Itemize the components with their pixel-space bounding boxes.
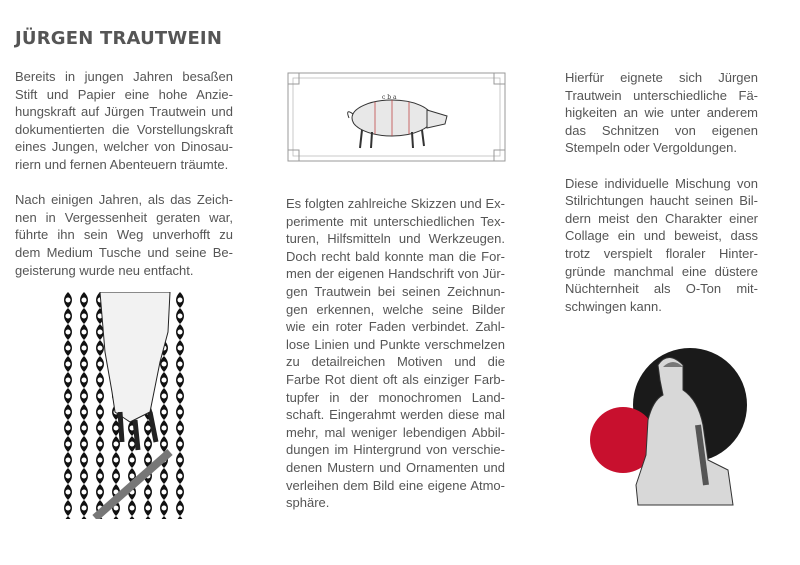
paragraph-gap <box>15 174 233 192</box>
text-line: Nüchternheit als O-Ton mit- <box>565 281 758 297</box>
text-line: Stempeln oder Vergoldungen. <box>565 140 738 156</box>
text-line: das Schnitzen von eigenen <box>565 122 758 138</box>
page-title: JÜRGEN TRAUTWEIN <box>15 28 223 49</box>
text-line: higkeiten an wie unter anderem <box>565 105 758 121</box>
paragraph <box>15 191 233 279</box>
paragraph <box>286 195 505 512</box>
text-column-1 <box>15 68 233 279</box>
text-line: lose Linien und Punkte verschmelzen <box>286 336 505 352</box>
text-line: Stift und Papier eine hohe Anzie- <box>15 86 233 102</box>
text-line: gen Trautwein bei seinen Zeichnun- <box>286 283 505 299</box>
pig-illustration <box>287 72 506 162</box>
text-line: gründe manchmal eine düstere <box>565 263 758 279</box>
text-line: trotz verspielt floraler Hinter- <box>565 245 758 261</box>
text-line: mehr, mal weniger lebendigen Abbil- <box>286 424 505 440</box>
text-line: Doch recht bald konnte man die For- <box>286 248 505 264</box>
text-line: hungskraft auf Jürgen Trautwein und <box>15 104 233 120</box>
text-line: Diese individuelle Mischung von <box>565 175 758 191</box>
text-column-2 <box>286 195 505 512</box>
paragraph <box>565 69 758 157</box>
text-line: wie ein roter Faden verbindet. Zahl- <box>286 319 505 335</box>
text-line: Farbe Rot dient oft als einziger Farb- <box>286 371 505 387</box>
text-line: zu detailreichen Motiven und die <box>286 354 505 370</box>
statue-circles-illustration <box>588 345 753 510</box>
text-line: riern und fernen Abenteuern träumte. <box>15 156 229 172</box>
text-line: geisterung wurde neu entfacht. <box>15 262 194 278</box>
text-line: men der eigenen Handschrift von Jür- <box>286 266 505 282</box>
paragraph-gap <box>565 157 758 175</box>
text-line: schaft. Eingerahmt werden diese mal <box>286 407 505 423</box>
hand-pattern-illustration <box>60 292 188 519</box>
text-line: Trautwein unterschiedliche Fä- <box>565 87 758 103</box>
text-line: perimente mit unterschiedlichen Tex- <box>286 213 505 229</box>
text-line: Stilrichtungen haucht seinen Bil- <box>565 193 758 209</box>
paragraph <box>15 68 233 174</box>
text-line: dokumentierten die Vorstellungskraft <box>15 121 233 137</box>
text-line: eines Jungen, welcher von Dinosau- <box>15 139 233 155</box>
text-line: schwingen kann. <box>565 298 662 314</box>
text-line: denen Mustern und Ornamenten und <box>286 459 505 475</box>
text-line: tupfer in der monochromen Land- <box>286 389 505 405</box>
svg-text:c b a: c b a <box>382 94 397 101</box>
text-line: Nach einigen Jahren, als das Zeich- <box>15 192 233 208</box>
paragraph <box>565 175 758 316</box>
text-line: dungen im Hintergrund von verschie- <box>286 442 505 458</box>
text-line: führte ihn sein Weg unverhofft zu <box>15 227 233 243</box>
text-line: nen in Vergessenheit geraten war, <box>15 209 233 225</box>
text-line: verleihen dem Bild eine eigene Atmo- <box>286 477 505 493</box>
text-line: dern meist den Charakter einer <box>565 210 758 226</box>
text-line: Bereits in jungen Jahren besaßen <box>15 69 233 84</box>
text-column-3 <box>565 69 758 315</box>
text-line: gen erkennen, welche seine Bilder <box>286 301 505 317</box>
text-line: turen, Hilfsmitteln und Werkzeugen. <box>286 231 505 247</box>
text-line: Collage ein und beweist, dass <box>565 228 758 244</box>
text-line: sphäre. <box>286 495 330 511</box>
text-line: Hierfür eignete sich Jürgen <box>565 70 758 85</box>
text-line: dem Medium Tusche und seine Be- <box>15 244 233 260</box>
text-line: Es folgten zahlreiche Skizzen und Ex- <box>286 196 505 211</box>
